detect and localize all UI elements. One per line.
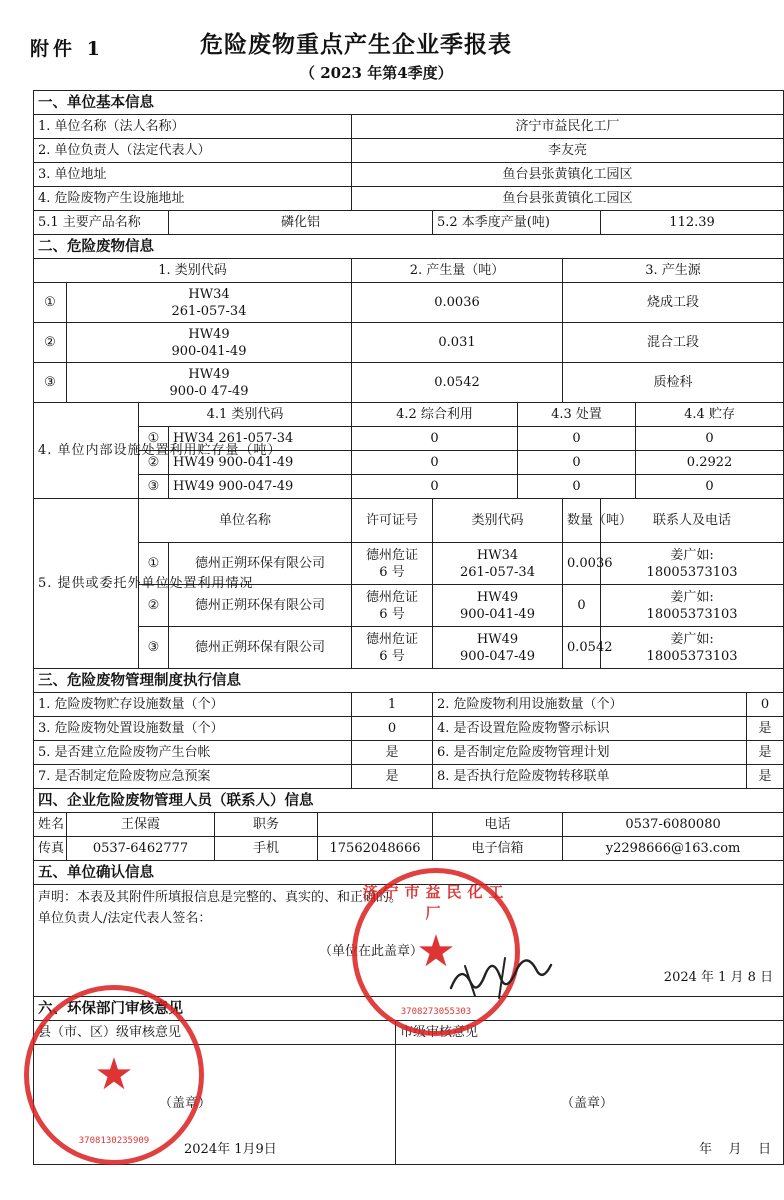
bureau-stamp [24,985,204,1165]
s2-internal-store: 0.2922 [636,451,784,475]
s2-row-code: HW49 900-041-49 [67,323,352,363]
s6-county-label: 县（市、区）级审核意见 [34,1021,396,1045]
s3-left-value: 是 [352,765,433,789]
s2-row-code: HW34 261-057-34 [67,283,352,323]
s1-label-facility: 4. 危险废物产生设施地址 [34,187,352,211]
s4-email-value: y2298666@163.com [563,837,784,861]
attachment-label: 附件 1 [30,38,104,60]
s2-internal-index: ③ [139,475,169,499]
s2-internal-dispose: 0 [518,427,636,451]
s2-internal-header-dispose: 4.3 处置 [518,403,636,427]
s2-external-label: 5. 提供或委托外单位处置利用情况 [34,499,139,669]
s2-external-code: HW49 900-041-49 [433,585,563,627]
s3-right-value: 是 [747,717,784,741]
s2-internal-use: 0 [352,451,518,475]
s2-external-contact: 姜广如: 18005373103 [601,627,784,669]
s2-external-license: 德州危证 6 号 [352,585,433,627]
s6-city-seal: （盖章） [561,1096,614,1111]
s2-row-amount: 0.0036 [352,283,563,323]
s2-external-contact: 姜广如: 18005373103 [601,585,784,627]
s6-city-label: 市级审核意见 [396,1021,784,1045]
s2-external-license: 德州危证 6 号 [352,543,433,585]
s6-county-date: 2024年 1月9日 [184,1142,277,1157]
s1-label-name: 1. 单位名称（法人名称） [34,115,352,139]
s6-county-seal: （盖章） [159,1096,212,1111]
s4-name-value: 王保霞 [67,813,215,837]
s4-phone-label: 电话 [433,813,563,837]
s3-right-value: 是 [747,765,784,789]
s2-external-name: 德州正朔环保有限公司 [169,585,352,627]
s4-job-value [318,813,433,837]
s2-header-source: 3. 产生源 [563,259,784,283]
s2-internal-store: 0 [636,475,784,499]
bureau-stamp-code: 3708130235909 [78,1136,150,1146]
s2-external-header-contact: 联系人及电话 [601,499,784,543]
s3-left-label: 5. 是否建立危险废物产生台帐 [34,741,352,765]
s3-left-value: 是 [352,741,433,765]
s2-external-header-license: 许可证号 [352,499,433,543]
s2-external-header-code: 类别代码 [433,499,563,543]
s1-product-label: 5.1 主要产品名称 [34,211,169,235]
s2-external-header-qty: 数量（吨） [563,499,601,543]
handwritten-signature [445,948,555,1008]
s2-internal-use: 0 [352,475,518,499]
s2-external-index: ③ [139,627,169,669]
s2-internal-header-use: 4.2 综合利用 [352,403,518,427]
quarter-label: （ 2023 年第4季度） [300,64,453,82]
s2-external-qty: 0 [563,585,601,627]
s2-external-index: ② [139,585,169,627]
s1-label-leader: 2. 单位负责人（法定代表人） [34,139,352,163]
s5-date: 2024 年 1 月 8 日 [663,970,774,985]
s2-internal-use: 0 [352,427,518,451]
company-stamp-text: 济宁市益民化工厂 [362,883,510,922]
company-stamp-code: 3708273055303 [400,1007,472,1017]
s3-left-value: 0 [352,717,433,741]
s3-left-label: 7. 是否制定危险废物应急预案 [34,765,352,789]
s4-mobile-label: 手机 [215,837,318,861]
s3-right-label: 4. 是否设置危险废物警示标识 [433,717,747,741]
s2-external-code: HW34 261-057-34 [433,543,563,585]
s4-phone-value: 0537-6080080 [563,813,784,837]
star-icon: ★ [94,1049,134,1100]
s1-value-leader: 李友亮 [352,139,784,163]
s3-right-label: 6. 是否制定危险废物管理计划 [433,741,747,765]
s2-row-index: ① [34,283,67,323]
s1-value-facility: 鱼台县张黄镇化工园区 [352,187,784,211]
s2-row-index: ③ [34,363,67,403]
s2-external-name: 德州正朔环保有限公司 [169,627,352,669]
s5-statement: 声明：本表及其附件所填报信息是完整的、真实的、和正确的。 [38,890,403,905]
s4-fax-value: 0537-6462777 [67,837,215,861]
s2-external-qty: 0.0542 [563,627,601,669]
s2-row-code: HW49 900-0 47-49 [67,363,352,403]
s4-mobile-value: 17562048666 [318,837,433,861]
s1-label-address: 3. 单位地址 [34,163,352,187]
s6-city-date: 年 月 日 [699,1142,772,1157]
s2-header-code: 1. 类别代码 [34,259,352,283]
section-6-title: 六、环保部门审核意见 [34,997,784,1021]
s2-row-amount: 0.0542 [352,363,563,403]
s4-email-label: 电子信箱 [433,837,563,861]
s1-value-name: 济宁市益民化工厂 [352,115,784,139]
s6-city-box [396,1045,784,1165]
s2-header-amount: 2. 产生量（吨） [352,259,563,283]
s3-left-label: 3. 危险废物处置设施数量（个） [34,717,352,741]
s2-external-contact: 姜广如: 18005373103 [601,543,784,585]
s2-external-header-name: 单位名称 [139,499,352,543]
s2-row-source: 混合工段 [563,323,784,363]
s1-product-value: 磷化铝 [169,211,433,235]
s2-external-code: HW49 900-047-49 [433,627,563,669]
s2-internal-header-store: 4.4 贮存 [636,403,784,427]
section-2-title: 二、危险废物信息 [34,235,784,259]
s5-seal-label: （单位在此盖章） [319,944,424,959]
s2-row-index: ② [34,323,67,363]
s4-job-label: 职务 [215,813,318,837]
s2-internal-index: ② [139,451,169,475]
s2-external-qty: 0.0036 [563,543,601,585]
s3-left-value: 1 [352,693,433,717]
s5-sign-label: 单位负责人/法定代表人签名： [38,911,212,926]
section-4-title: 四、企业危险废物管理人员（联系人）信息 [34,789,784,813]
s2-internal-index: ① [139,427,169,451]
s3-right-label: 8. 是否执行危险废物转移联单 [433,765,747,789]
s3-right-label: 2. 危险废物利用设施数量（个） [433,693,747,717]
s2-row-source: 质检科 [563,363,784,403]
s2-row-amount: 0.031 [352,323,563,363]
s4-name-label: 姓名 [34,813,67,837]
s2-internal-dispose: 0 [518,475,636,499]
section-5-title: 五、单位确认信息 [34,861,784,885]
s2-external-name: 德州正朔环保有限公司 [169,543,352,585]
form-title: 危险废物重点产生企业季报表 [200,31,512,58]
s1-output-value: 112.39 [601,211,784,235]
section-1-title: 一、单位基本信息 [34,91,784,115]
s1-output-label: 5.2 本季度产量(吨) [433,211,601,235]
star-icon: ★ [416,926,456,977]
s1-value-address: 鱼台县张黄镇化工园区 [352,163,784,187]
s2-internal-label: 4. 单位内部设施处置利用贮存量（吨） [34,403,139,499]
s2-internal-code: HW49 900-041-49 [169,451,352,475]
s4-fax-label: 传真 [34,837,67,861]
s3-right-value: 是 [747,741,784,765]
section-3-title: 三、危险废物管理制度执行信息 [34,669,784,693]
s3-left-label: 1. 危险废物贮存设施数量（个） [34,693,352,717]
s2-row-source: 烧成工段 [563,283,784,323]
s2-internal-dispose: 0 [518,451,636,475]
s2-internal-store: 0 [636,427,784,451]
s2-external-index: ① [139,543,169,585]
s2-external-license: 德州危证 6 号 [352,627,433,669]
s2-internal-code: HW34 261-057-34 [169,427,352,451]
s2-internal-code: HW49 900-047-49 [169,475,352,499]
s2-internal-header-code: 4.1 类别代码 [139,403,352,427]
s3-right-value: 0 [747,693,784,717]
